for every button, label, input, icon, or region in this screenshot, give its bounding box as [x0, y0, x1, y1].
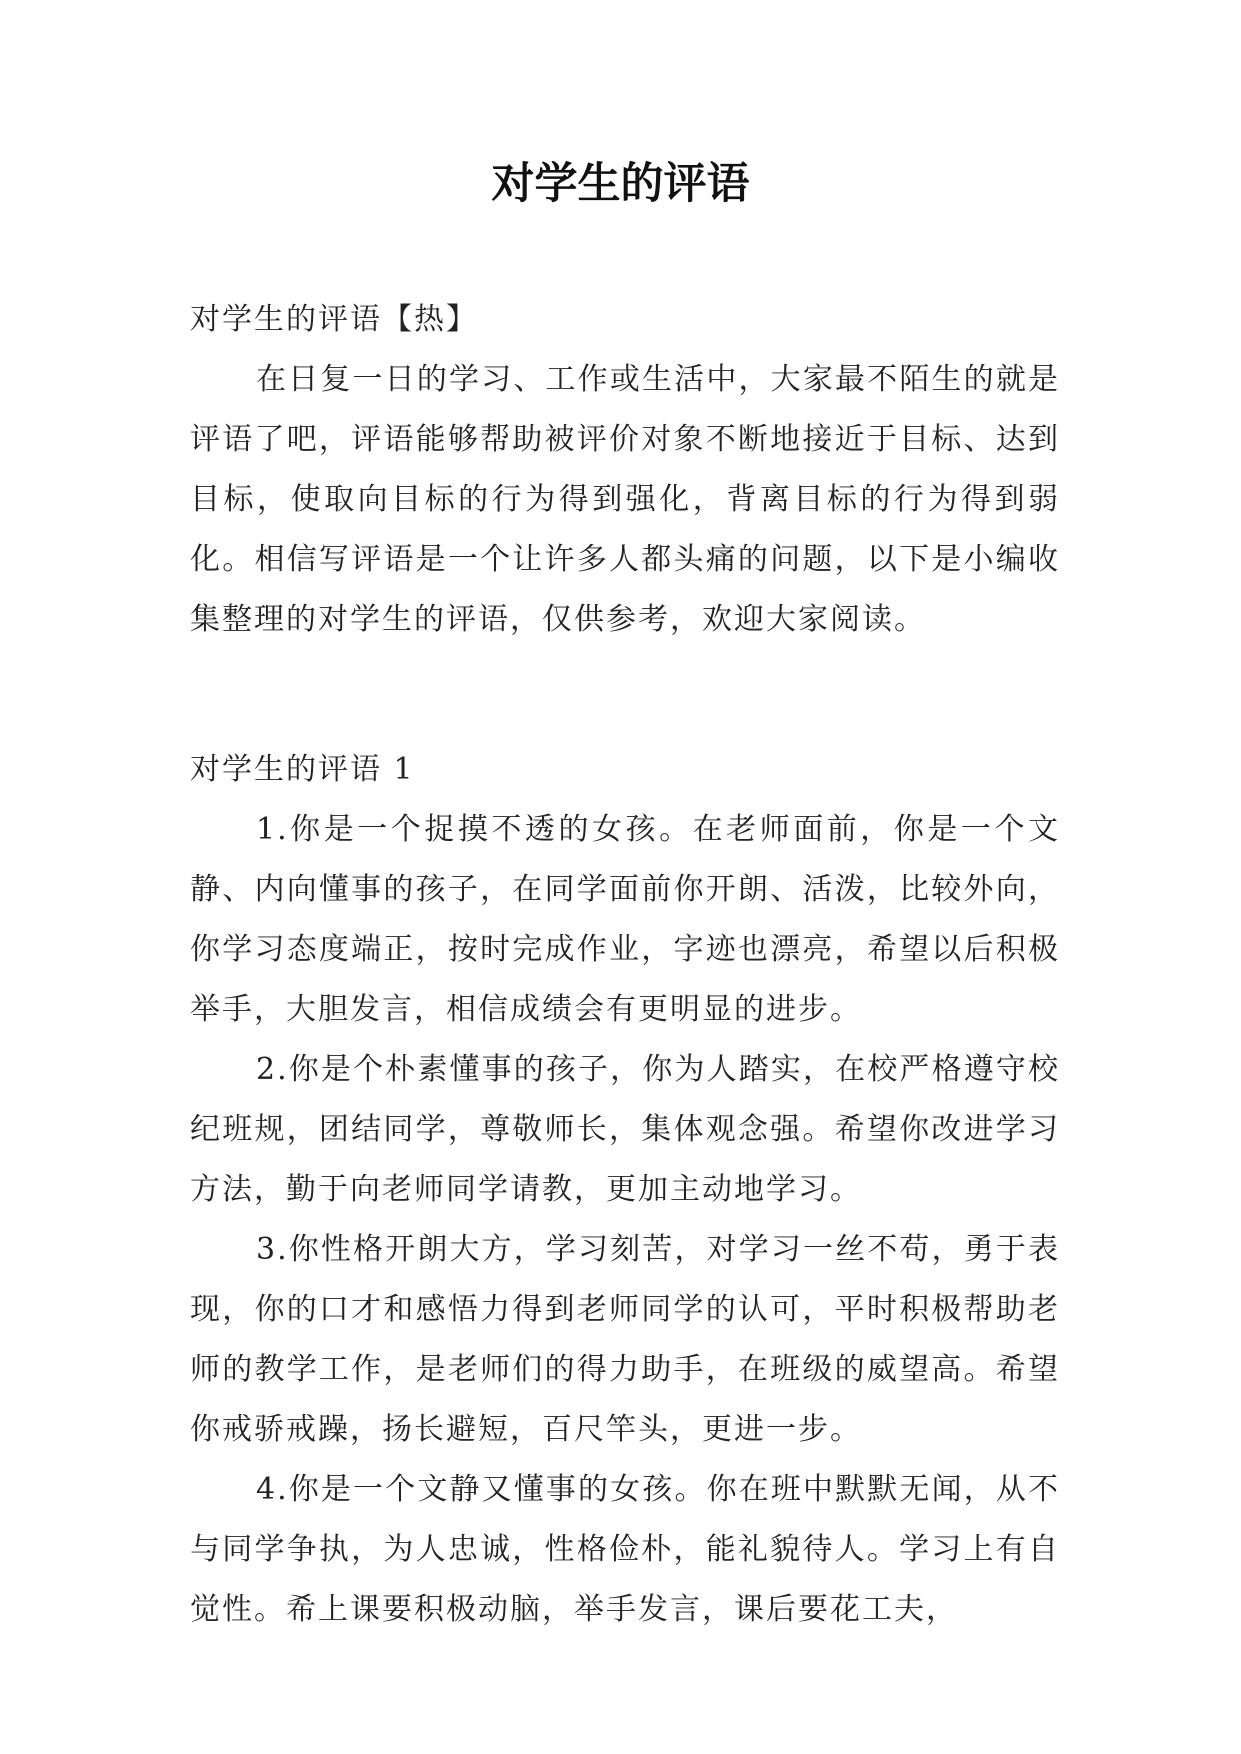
document-body — [190, 290, 1060, 1640]
comment-item-2: 2.你是个朴素懂事的孩子，你为人踏实，在校严格遵守校纪班规，团结同学，尊敬师长，集体观念强。希望你改进学习方法，勤于向老师同学请教，更加主动地学习。 — [190, 1052, 1060, 1207]
page-title: 对学生的评语 — [491, 159, 750, 209]
section-spacer — [190, 650, 1060, 740]
intro-heading: 对学生的评语【热】 — [190, 302, 478, 337]
section-heading: 对学生的评语 1 — [190, 752, 415, 787]
comment-item-1: 1.你是一个捉摸不透的女孩。在老师面前，你是一个文静、内向懂事的孩子，在同学面前你开朗、活泼，比较外向，你学习态度端正，按时完成作业，字迹也漂亮，希望以后积极举手，大胆发言，相信成绩会有更明显的进步。 — [190, 812, 1060, 1027]
comment-item-3: 3.你性格开朗大方，学习刻苦，对学习一丝不苟，勇于表现，你的口才和感悟力得到老师同学的认可，平时积极帮助老师的教学工作，是老师们的得力助手，在班级的威望高。希望你戒骄戒躁，扬长避短，百尺竿头，更进一步。 — [190, 1232, 1060, 1447]
comment-item-4: 4.你是一个文静又懂事的女孩。你在班中默默无闻，从不与同学争执，为人忠诚，性格俭朴，能礼貌待人。学习上有自觉性。希上课要积极动脑，举手发言，课后要花工夫， — [190, 1472, 1060, 1627]
intro-paragraph: 在日复一日的学习、工作或生活中，大家最不陌生的就是评语了吧，评语能够帮助被评价对象不断地接近于目标、达到目标，使取向目标的行为得到强化，背离目标的行为得到弱化。相信写评语是一个让许多人都头痛的问题，以下是小编收集整理的对学生的评语，仅供参考，欢迎大家阅读。 — [190, 362, 1060, 637]
